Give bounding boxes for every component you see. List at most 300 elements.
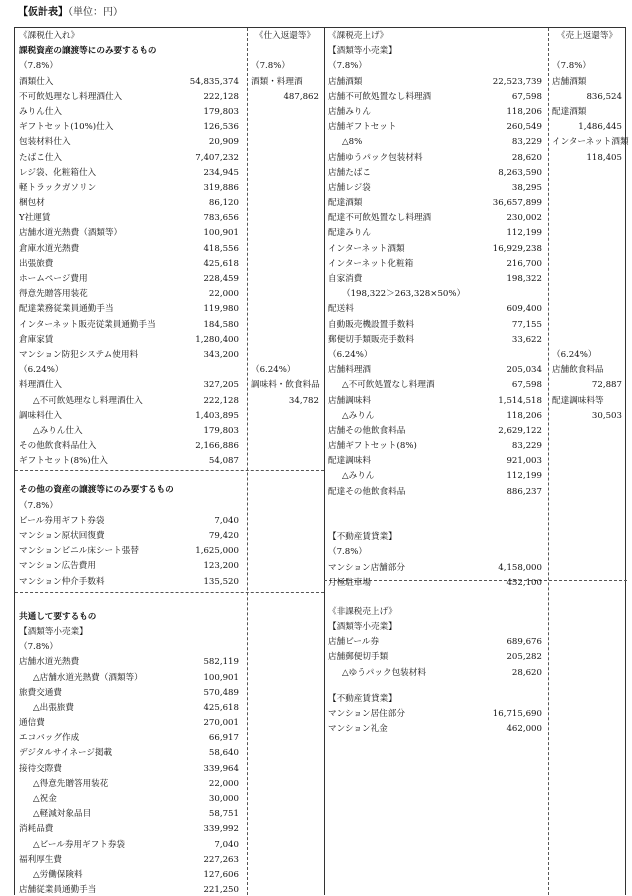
row-label: 月極駐車場 xyxy=(328,577,371,588)
row-amount: 119,980 xyxy=(203,304,239,315)
row-amount: 2,629,122 xyxy=(498,425,542,436)
ledger-row xyxy=(19,626,239,641)
row-label: マンション礼金 xyxy=(328,724,388,735)
row-label: デジタルサイネージ掲載 xyxy=(19,748,113,759)
row-label: 店舗たばこ xyxy=(328,167,371,178)
row-amount: 67,598 xyxy=(511,380,542,391)
row-label: マンション店舗部分 xyxy=(328,562,405,573)
ledger-row xyxy=(328,121,542,136)
row-amount: 83,229 xyxy=(511,137,542,148)
ledger-row xyxy=(251,152,319,167)
ledger-row xyxy=(328,379,542,394)
row-amount: 228,459 xyxy=(203,274,239,284)
row-amount: 7,040 xyxy=(214,515,239,526)
row-amount: 227,263 xyxy=(203,854,239,865)
row-label: 出張旅費 xyxy=(19,258,54,269)
ledger-row xyxy=(251,76,319,91)
row-amount: 1,625,000 xyxy=(195,546,239,557)
ledger-row xyxy=(19,793,239,808)
row-label: （7.8%） xyxy=(19,642,59,653)
ledger-row xyxy=(328,288,542,303)
ledger-row xyxy=(328,708,542,723)
ledger-row xyxy=(251,258,319,273)
ledger-row xyxy=(19,656,239,671)
ledger-row xyxy=(328,60,542,75)
row-label: ギフトセット(8%)仕入 xyxy=(19,456,108,467)
row-label: マンション居住部分 xyxy=(328,708,405,719)
ledger-row xyxy=(19,425,239,440)
row-label: 旅費交通費 xyxy=(19,687,62,698)
row-label: 自家消費 xyxy=(328,274,363,284)
row-amount: 886,237 xyxy=(506,486,542,497)
row-amount: 30,000 xyxy=(208,794,239,804)
ledger-row xyxy=(19,410,239,425)
row-label: 消耗品費 xyxy=(19,824,54,835)
row-amount: 4,158,000 xyxy=(498,562,542,573)
row-amount: 7,040 xyxy=(214,839,239,850)
row-label: 《課税売上げ》 xyxy=(328,31,389,41)
ledger-row xyxy=(328,606,542,621)
ledger-row xyxy=(328,364,542,379)
row-amount: 112,199 xyxy=(506,471,542,482)
row-amount: 452,100 xyxy=(506,577,542,588)
row-amount: 260,549 xyxy=(506,122,542,133)
row-label: 【酒類等小売業】 xyxy=(328,46,397,57)
row-label: 通信費 xyxy=(19,718,45,729)
ledger-row xyxy=(328,651,542,666)
row-amount: 33,622 xyxy=(511,334,542,345)
ledger-row xyxy=(251,364,319,379)
row-label: その他飲食料品仕入 xyxy=(19,441,97,452)
ledger-row xyxy=(19,212,239,227)
row-amount: 1,280,400 xyxy=(195,334,239,345)
row-label: 店舗レジ袋 xyxy=(328,182,371,193)
row-label: 配達酒類 xyxy=(552,106,587,117)
row-label: △8% xyxy=(342,137,363,148)
ledger-row xyxy=(328,546,542,561)
row-label: △店舗水道光熱費（酒類等） xyxy=(33,672,143,683)
row-amount: 339,964 xyxy=(203,763,239,774)
ledger-row xyxy=(19,395,239,410)
ledger-row xyxy=(328,470,542,485)
row-amount: 126,536 xyxy=(203,122,239,133)
ledger-row xyxy=(19,732,239,747)
row-label: 倉庫家賃 xyxy=(19,334,54,345)
ledger-row xyxy=(251,349,319,364)
ledger-row xyxy=(19,319,239,334)
ledger-row xyxy=(328,349,542,364)
row-label: （198,322＞263,328×50%） xyxy=(342,289,466,300)
ledger-row xyxy=(251,273,319,288)
row-label: 接待交際費 xyxy=(19,763,62,774)
row-amount: 184,580 xyxy=(203,319,239,330)
ledger-row xyxy=(19,227,239,242)
ledger-row xyxy=(552,410,622,425)
row-label: 店舗酒類 xyxy=(328,76,363,87)
row-label: 共通して要するもの xyxy=(19,611,97,622)
ledger-row xyxy=(19,611,239,626)
ledger-row xyxy=(552,273,622,288)
ledger-row xyxy=(328,182,542,197)
ledger-row xyxy=(552,243,622,258)
ledger-row xyxy=(328,76,542,91)
row-amount: 327,205 xyxy=(203,380,239,391)
ledger-row xyxy=(328,440,542,455)
row-label: マンション広告費用 xyxy=(19,561,96,572)
sales-returns-column xyxy=(552,30,629,425)
page-title xyxy=(18,8,123,18)
row-amount: 77,155 xyxy=(511,319,542,330)
ledger-row xyxy=(19,778,239,793)
ledger-row xyxy=(328,455,542,470)
row-amount: 83,229 xyxy=(511,441,542,452)
ledger-row xyxy=(251,45,319,60)
ledger-row xyxy=(328,577,542,591)
row-label: エコバッグ作成 xyxy=(19,733,80,744)
row-label: 【酒類等小売業】 xyxy=(19,626,88,637)
ledger-row xyxy=(328,516,542,531)
ledger-row xyxy=(552,136,629,151)
row-amount: 783,656 xyxy=(203,213,239,224)
row-label: △みりん xyxy=(342,471,375,482)
row-label: △ゆうパック包装材料 xyxy=(342,667,426,678)
row-label: 《売上返還等》 xyxy=(556,31,618,41)
row-label: ホームページ費用 xyxy=(19,274,88,284)
row-label: 郵便切手類販売手数料 xyxy=(328,334,414,345)
ledger-row xyxy=(19,702,239,717)
row-label: （7.8%） xyxy=(19,61,59,72)
ledger-row xyxy=(251,319,319,334)
ledger-row xyxy=(328,621,542,636)
row-amount: 582,119 xyxy=(203,657,239,668)
ledger-row xyxy=(19,763,239,778)
row-label: △労働保険料 xyxy=(33,869,83,880)
row-label: △軽減対象品目 xyxy=(33,809,92,820)
purchases-column xyxy=(19,30,239,896)
ledger-row xyxy=(251,395,319,410)
row-label: 配達不可飲処置なし料理酒 xyxy=(328,213,432,224)
ledger-row xyxy=(552,182,622,197)
ledger-row xyxy=(19,560,239,575)
row-label: 店舗水道光熱費 xyxy=(19,657,80,668)
row-label: インターネット販売従業員通勤手当 xyxy=(19,319,156,330)
row-amount: 100,901 xyxy=(203,672,239,683)
row-label: △みりん xyxy=(342,410,375,421)
row-label: 配達みりん xyxy=(328,228,371,239)
row-label: 店舗その他飲食料品 xyxy=(328,425,406,436)
row-amount: 112,199 xyxy=(506,228,542,239)
ledger-row xyxy=(19,364,239,379)
row-amount: 2,166,886 xyxy=(195,441,239,452)
ledger-row xyxy=(251,60,319,75)
row-amount: 222,128 xyxy=(203,91,239,102)
ledger-row xyxy=(328,667,542,682)
row-amount: 123,200 xyxy=(203,561,239,572)
ledger-row xyxy=(19,530,239,545)
row-amount: 28,620 xyxy=(511,152,542,163)
ledger-row xyxy=(19,839,239,854)
ledger-row xyxy=(19,545,239,560)
ledger-row xyxy=(19,182,239,197)
row-amount: 418,556 xyxy=(203,243,239,254)
row-amount: 343,200 xyxy=(203,349,239,360)
row-label: マンションビニル床シート張替 xyxy=(19,546,139,557)
row-label: 包装材料仕入 xyxy=(19,137,71,148)
row-amount: 205,282 xyxy=(506,652,542,663)
ledger-row xyxy=(328,273,542,288)
ledger-row xyxy=(19,576,239,591)
row-label: 調味料仕入 xyxy=(19,410,62,421)
row-amount: 689,676 xyxy=(506,637,542,648)
row-amount: 16,929,238 xyxy=(492,243,542,254)
ledger-sheet xyxy=(14,27,629,896)
row-amount: 30,503 xyxy=(591,410,622,421)
ledger-row xyxy=(251,106,319,121)
row-label: 【不動産賃貸業】 xyxy=(328,532,397,543)
ledger-row xyxy=(19,288,239,303)
row-amount: 22,000 xyxy=(208,289,239,300)
row-amount: 339,992 xyxy=(203,824,239,835)
ledger-row xyxy=(328,319,542,334)
row-amount: 198,322 xyxy=(506,274,542,284)
row-label: △出張旅費 xyxy=(33,702,74,713)
row-amount: 72,887 xyxy=(591,380,622,391)
ledger-row xyxy=(19,747,239,762)
row-label: 店舗飲食料品 xyxy=(552,365,604,376)
row-amount: 38,295 xyxy=(511,182,542,193)
ledger-row xyxy=(552,379,622,394)
ledger-row xyxy=(328,212,542,227)
ledger-row xyxy=(328,591,542,606)
row-amount: 36,657,899 xyxy=(492,198,542,209)
ledger-row xyxy=(251,167,319,182)
row-amount: 609,400 xyxy=(506,304,542,315)
ledger-row xyxy=(328,136,542,151)
row-label: （7.8%） xyxy=(251,61,291,72)
ledger-row xyxy=(328,334,542,349)
row-label: 酒類・料理酒 xyxy=(251,76,303,87)
row-label: マンション仲介手数料 xyxy=(19,576,105,587)
row-label: 店舗水道光熱費（酒類等） xyxy=(19,228,123,239)
ledger-row xyxy=(552,45,622,60)
row-amount: 7,407,232 xyxy=(195,152,239,163)
row-label: 倉庫水道光熱費 xyxy=(19,243,80,254)
row-amount: 234,945 xyxy=(203,167,239,178)
row-label: 梱包材 xyxy=(19,198,45,209)
ledger-row xyxy=(552,30,622,45)
ledger-row xyxy=(552,395,622,410)
ledger-row xyxy=(19,484,239,499)
ledger-row xyxy=(19,440,239,455)
row-label: 店舗不可飲処置なし料理酒 xyxy=(328,91,432,102)
row-label: △みりん仕入 xyxy=(33,425,83,436)
ledger-row xyxy=(19,258,239,273)
ledger-row xyxy=(19,273,239,288)
row-label: 配達調味料 xyxy=(328,456,371,467)
ledger-row xyxy=(19,30,239,45)
row-label: 《非課税売上げ》 xyxy=(328,606,397,617)
ledger-row xyxy=(19,515,239,530)
row-label: 配達業務従業員通勤手当 xyxy=(19,304,114,315)
row-label: （6.24%） xyxy=(251,365,296,376)
ledger-row xyxy=(328,258,542,273)
row-label: 店舗みりん xyxy=(328,106,371,117)
row-amount: 425,618 xyxy=(203,702,239,713)
ledger-row xyxy=(19,808,239,823)
unit-text: （単位：円） xyxy=(68,7,123,18)
ledger-row xyxy=(552,152,622,167)
ledger-row xyxy=(552,364,622,379)
row-label: その他の資産の譲渡等にのみ要するもの xyxy=(19,485,174,496)
divider-2 xyxy=(324,28,325,895)
row-label: マンション原状回復費 xyxy=(19,531,105,541)
row-amount: 179,803 xyxy=(203,425,239,436)
row-label: ギフトセット(10%)仕入 xyxy=(19,122,114,133)
row-amount: 921,003 xyxy=(506,456,542,467)
ledger-row xyxy=(251,227,319,242)
row-label: 課税資産の譲渡等にのみ要するもの xyxy=(19,46,157,57)
title-text: 【仮計表】 xyxy=(18,7,68,18)
row-amount: 8,263,590 xyxy=(498,167,542,178)
ledger-row xyxy=(328,723,542,738)
ledger-row xyxy=(328,682,542,693)
row-label: 不可飲処理なし料理酒仕入 xyxy=(19,91,123,102)
row-amount: 58,640 xyxy=(208,748,239,759)
row-amount: 58,751 xyxy=(208,809,239,820)
ledger-row xyxy=(19,591,239,611)
row-amount: 22,000 xyxy=(208,778,239,789)
ledger-row xyxy=(251,197,319,212)
ledger-row xyxy=(328,106,542,121)
row-amount: 1,486,445 xyxy=(578,122,622,133)
row-label: Y社運賃 xyxy=(19,213,51,224)
ledger-row xyxy=(19,717,239,732)
row-label: 店舗ギフトセット xyxy=(328,122,397,133)
ledger-row xyxy=(251,91,319,106)
ledger-row xyxy=(328,410,542,425)
ledger-row xyxy=(19,76,239,91)
row-label: 配達その他飲食料品 xyxy=(328,486,406,497)
row-amount: 118,206 xyxy=(506,410,542,421)
ledger-row xyxy=(552,349,622,364)
row-amount: 230,002 xyxy=(506,213,542,224)
row-label: （7.8%） xyxy=(328,61,368,72)
ledger-row xyxy=(552,76,622,91)
row-label: 福利厚生費 xyxy=(19,854,62,865)
row-label: 配達調味料等 xyxy=(552,395,604,406)
divider-1 xyxy=(247,28,248,895)
ledger-row xyxy=(552,212,622,227)
row-label: △不可飲処置なし料理酒 xyxy=(342,380,435,391)
ledger-row xyxy=(328,197,542,212)
row-label: たばこ仕入 xyxy=(19,152,62,163)
ledger-row xyxy=(19,349,239,364)
row-amount: 179,803 xyxy=(203,106,239,117)
row-amount: 570,489 xyxy=(203,687,239,698)
ledger-row xyxy=(328,425,542,440)
row-label: 店舗酒類 xyxy=(552,76,587,87)
row-label: インターネット化粧箱 xyxy=(328,258,414,269)
row-amount: 270,001 xyxy=(203,718,239,729)
row-label: みりん仕入 xyxy=(19,106,62,117)
row-label: インターネット酒類 xyxy=(328,243,405,254)
ledger-row xyxy=(552,334,622,349)
row-label: レジ袋、化粧箱仕入 xyxy=(19,167,97,178)
ledger-row xyxy=(251,288,319,303)
ledger-row xyxy=(19,687,239,702)
ledger-row xyxy=(552,319,622,334)
ledger-row xyxy=(552,60,622,75)
row-label: 自動販売機設置手数料 xyxy=(328,319,414,330)
row-label: △得意先贈答用装花 xyxy=(33,778,109,789)
row-amount: 222,128 xyxy=(203,395,239,406)
row-label: （7.8%） xyxy=(19,500,59,511)
row-amount: 118,206 xyxy=(506,106,542,117)
ledger-row xyxy=(19,470,239,484)
row-label: 店舗郵便切手類 xyxy=(328,652,389,663)
ledger-row xyxy=(328,531,542,546)
row-label: 《仕入返還等》 xyxy=(254,31,316,41)
row-label: （7.8%） xyxy=(328,547,368,558)
row-label: 配達酒類 xyxy=(328,198,363,209)
row-label: 店舗ギフトセット(8%) xyxy=(328,441,417,452)
row-label: ビール券用ギフト券袋 xyxy=(19,515,105,526)
row-amount: 487,862 xyxy=(283,91,319,102)
row-amount: 67,598 xyxy=(511,91,542,102)
ledger-row xyxy=(19,379,239,394)
row-amount: 462,000 xyxy=(506,724,542,735)
ledger-row xyxy=(552,227,622,242)
row-label: △ビール券用ギフト券袋 xyxy=(33,839,126,850)
ledger-row xyxy=(552,258,622,273)
ledger-row xyxy=(251,212,319,227)
ledger-row xyxy=(328,227,542,242)
row-label: 得意先贈答用装花 xyxy=(19,289,88,300)
ledger-row xyxy=(19,197,239,212)
ledger-row xyxy=(552,288,622,303)
ledger-row xyxy=(19,455,239,470)
ledger-row xyxy=(251,334,319,349)
ledger-row xyxy=(251,303,319,318)
ledger-row xyxy=(328,167,542,182)
row-amount: 1,403,895 xyxy=(195,410,239,421)
ledger-row xyxy=(251,243,319,258)
row-label: （6.24%） xyxy=(552,349,597,360)
row-amount: 100,901 xyxy=(203,228,239,239)
ledger-row xyxy=(552,106,622,121)
ledger-row xyxy=(19,152,239,167)
row-amount: 118,405 xyxy=(586,152,622,163)
ledger-row xyxy=(19,243,239,258)
ledger-row xyxy=(552,91,622,106)
ledger-row xyxy=(19,641,239,656)
row-label: 軽トラックガソリン xyxy=(19,182,97,193)
row-amount: 836,524 xyxy=(586,91,622,102)
ledger-row xyxy=(552,197,622,212)
row-label: 料理酒仕入 xyxy=(19,380,62,391)
ledger-row xyxy=(328,30,542,45)
row-label: 調味料・飲食料品 xyxy=(251,380,320,391)
row-label: △不可飲処理なし料理酒仕入 xyxy=(33,395,143,406)
row-amount: 221,250 xyxy=(203,885,239,896)
ledger-row xyxy=(552,167,622,182)
row-amount: 79,420 xyxy=(208,531,239,541)
row-amount: 135,520 xyxy=(203,576,239,587)
row-label: 店舗ゆうパック包装材料 xyxy=(328,152,423,163)
row-amount: 86,120 xyxy=(208,198,239,209)
ledger-row xyxy=(19,672,239,687)
ledger-row xyxy=(19,91,239,106)
